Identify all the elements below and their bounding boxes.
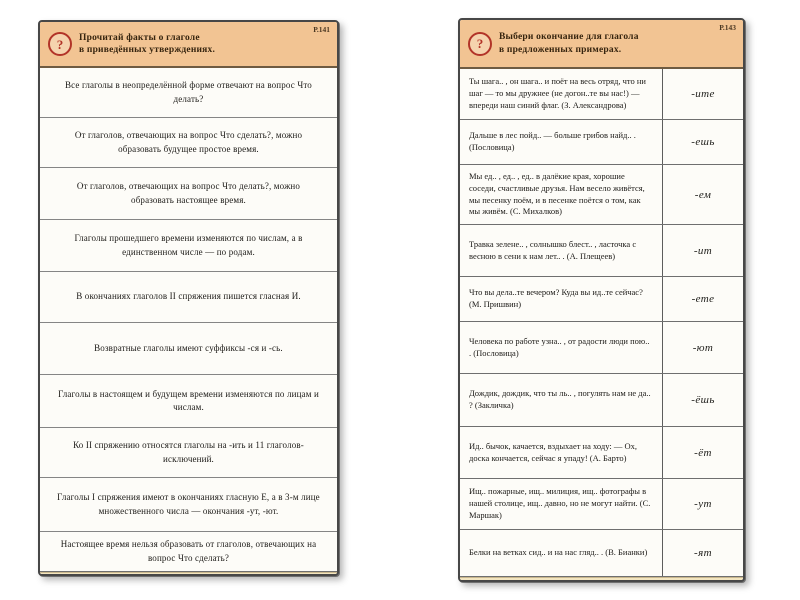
ending-answer: -ете (691, 293, 715, 305)
statement-row (40, 68, 337, 118)
example-text: Человека по работе узна.. , от радости люди пою.. . (Пословица) (460, 322, 663, 373)
example-row (460, 120, 743, 165)
example-row (460, 322, 743, 374)
statement-text: От глаголов, отвечающих на вопрос Что сделать?, можно образовать будущее простое время. (74, 130, 303, 154)
example-text: Что вы дела..те вечером? Куда вы ид..те сейчас? (М. Пришвин) (460, 277, 663, 321)
statement-text: Все глаголы в неопределённой форме отвечают на вопрос Что делать? (65, 80, 312, 104)
statement-text: Ко II спряжению относятся глаголы на -ить и 11 глаголов-исключений. (73, 440, 304, 464)
statement-row (40, 118, 337, 168)
example-text: Белки на ветках сид.. и на нас гляд.. . (В. Бианки) (460, 530, 663, 576)
endings-title-line2: в предложенных примерах. (499, 44, 622, 55)
endings-card (458, 18, 745, 582)
statement-text: Настоящее время нельзя образовать от глаголов, отвечающих на вопрос Что сделать? (60, 539, 317, 563)
example-row (460, 374, 743, 427)
endings-title-line1: Выбери окончание для глагола (499, 32, 639, 43)
ending-answer: -ют (692, 341, 714, 354)
facts-card (38, 20, 339, 576)
statement-row (40, 168, 337, 220)
endings-card-header (460, 20, 743, 69)
example-text: Дождик, дождик, что ты ль.. , погулять нам не да.. ? (Закличка) (460, 374, 663, 426)
card-bottom-strip (40, 572, 337, 576)
ending-answer: -ите (691, 88, 715, 100)
example-row (460, 277, 743, 322)
statement-text: От глаголов, отвечающих на вопрос Что делать?, можно образовать настоящее время. (76, 181, 301, 205)
statement-row (40, 478, 337, 532)
statement-row (40, 375, 337, 428)
example-row (460, 479, 743, 530)
statement-text: Возвратные глаголы имеют суффиксы -ся и -сь. (94, 342, 283, 353)
example-text: Ты шага.. , он шага.. и поёт на весь отряд, что ни шаг — то мы дружнее (не догон..те вы нас!) — впереди наш синий флаг. (З. Александрова) (460, 69, 663, 119)
example-row (460, 69, 743, 120)
endings-card-title (499, 31, 639, 56)
page-ref: Р.143 (719, 23, 736, 32)
example-text: Дальше в лес пойд.. — больше грибов найд.. . (Пословица) (460, 120, 663, 164)
example-row (460, 530, 743, 577)
statement-text: Глаголы в настоящем и будущем времени изменяются по лицам и числам. (58, 388, 319, 412)
statement-text: Глаголы прошедшего времени изменяются по числам, а в единственном числе — по родам. (74, 233, 303, 257)
question-icon: ? (468, 32, 492, 56)
statement-row (40, 532, 337, 572)
facts-list (40, 68, 337, 572)
page-ref: Р.141 (313, 25, 330, 34)
example-text: Ищ.. пожарные, ищ.. милиция, ищ.. фотографы в нашей столице, ищ.. давно, но не могут найти. (С. Маршак) (460, 479, 663, 529)
example-text: Мы ед.. , ед.. , ед.. в далёкие края, хорошие соседи, счастливые друзья. Нам весело живётся, мы песенку поём, и в песенке поётся о том, как мы живём. (С. Михалков) (460, 165, 663, 224)
card-bottom-strip (460, 577, 743, 582)
ending-answer: -ут (694, 498, 712, 510)
ending-answer: -ёт (694, 446, 712, 459)
example-row (460, 165, 743, 225)
ending-answer: -ем (694, 188, 712, 201)
statement-text: Глаголы I спряжения имеют в окончаниях гласную Е, а в 3-м лице множественного числа — окончания -ут, -ют. (57, 492, 320, 516)
examples-table (460, 69, 743, 577)
facts-title-line2: в приведённых утверждениях. (79, 45, 216, 55)
statement-row (40, 220, 337, 272)
example-row (460, 225, 743, 277)
ending-answer: -ёшь (691, 394, 715, 406)
statement-row (40, 428, 337, 478)
statement-row (40, 323, 337, 375)
statement-text: В окончаниях глаголов II спряжения пишется гласная И. (76, 291, 301, 302)
facts-card-title (79, 32, 215, 57)
ending-answer: -ят (694, 547, 712, 559)
question-icon: ? (48, 32, 72, 56)
facts-title-line1: Прочитай факты о глаголе (79, 32, 200, 43)
example-row (460, 427, 743, 479)
ending-answer: -ешь (691, 136, 715, 148)
facts-card-header (40, 22, 337, 68)
statement-row (40, 272, 337, 323)
ending-answer: -ит (693, 244, 713, 257)
example-text: Травка зелене.. , солнышко блест.. , ласточка с весною в сени к нам лет.. . (А. Плещеев) (460, 225, 663, 276)
example-text: Ид.. бычок, качается, вздыхает на ходу: — Ох, доска кончается, сейчас я упаду! (А. Барто) (460, 427, 663, 478)
